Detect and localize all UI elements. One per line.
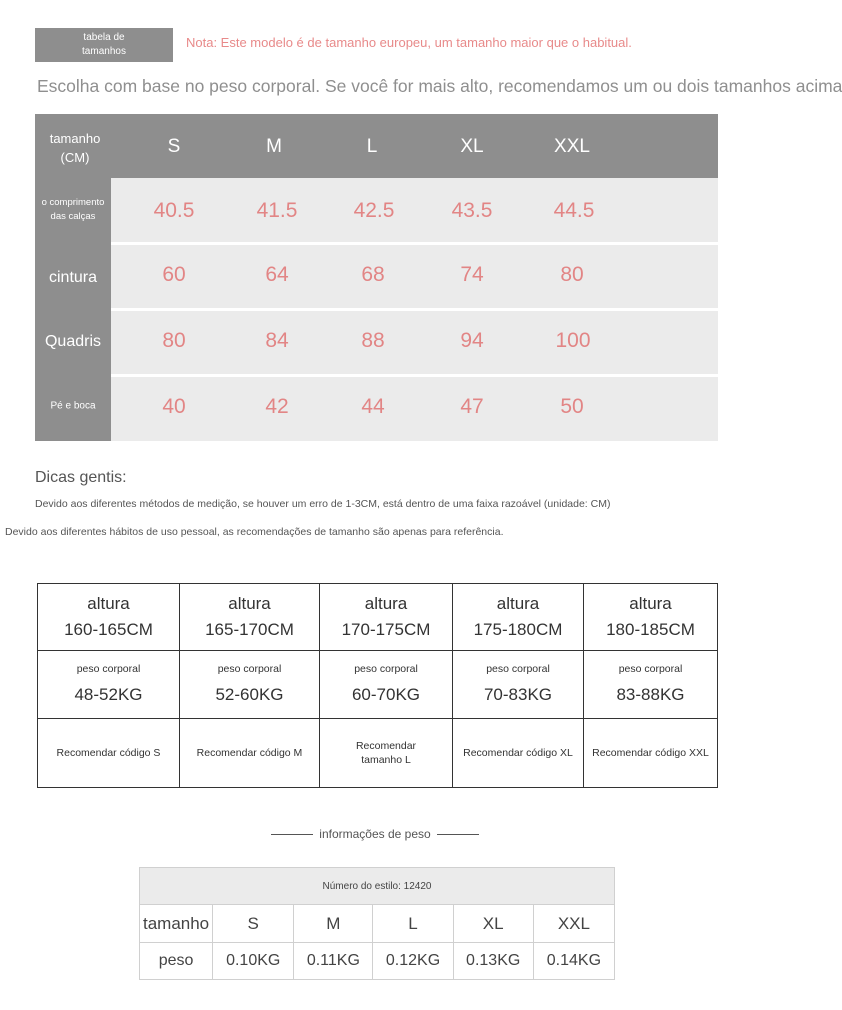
rec-size-cell [453,719,584,788]
weight-size-xxl: XXL [533,905,614,943]
height-value: 165-170CM [205,620,294,639]
recommend-text: Recomendar código S [56,747,161,759]
cell-hips-xl: 94 [460,329,484,352]
cell-hips-m: 84 [265,329,289,352]
size-header-xl: XL [460,136,484,157]
height-label: altura [364,594,408,613]
size-table [35,114,718,441]
height-label: altura [629,594,672,613]
weight-info-title [0,827,750,841]
weight-value: 60-70KG [351,684,421,704]
weight-value-xxl: 0.14KG [533,943,614,980]
rec-weight-cell [584,651,718,719]
row-divider [111,308,718,311]
rec-size-cell [320,719,453,788]
weight-label: peso [140,943,213,980]
cell-hips-xxl: 100 [555,329,591,352]
size-chart-tag-label: tabela de tamanhos [82,32,126,57]
rec-weight-cell [320,651,453,719]
weight-label: peso corporal [486,662,550,675]
recommend-text: Recomendar código M [196,747,303,759]
cell-hips-s: 80 [162,329,186,352]
height-value: 170-175CM [341,620,431,639]
rec-height-cell [320,584,453,651]
recommend-text: Recomendar código XXL [592,747,709,759]
weight-size-label: tamanho [140,905,213,943]
cell-length-xl: 43.5 [451,199,493,222]
rec-size-cell [584,719,718,788]
rec-height-cell [38,584,180,651]
weight-value-m: 0.11KG [294,943,373,980]
intro-text: Escolha com base no peso corporal. Se você for mais alto, recomendamos um ou dois tamanhos acima [37,76,842,96]
tip-measurement: Devido aos diferentes métodos de medição, se houver um erro de 1-3CM, está dentro de uma faixa razoável (unidade: CM) [35,498,611,510]
rec-weight-cell [453,651,584,719]
height-label: altura [87,594,130,613]
weight-table [139,867,615,980]
weight-value: 70-83KG [483,684,553,704]
recommendation-table [37,583,718,788]
weight-label: peso corporal [217,662,282,675]
height-label: altura [496,594,540,613]
weight-size-s: S [213,905,294,943]
tips-title: Dicas gentis: [35,469,127,486]
height-value: 180-185CM [606,620,695,639]
row-divider [111,374,718,377]
size-header-l: L [366,136,378,157]
size-header-m: M [266,136,282,157]
rec-size-cell [38,719,180,788]
weight-size-l: L [373,905,453,943]
row-label-hem: Pé e boca [50,400,96,412]
cell-length-xxl: 44.5 [553,199,595,222]
cell-waist-xxl: 80 [560,263,584,286]
size-chart-tag [35,28,173,62]
cell-hips-l: 88 [361,329,385,352]
size-table-header [35,114,718,178]
height-value: 175-180CM [473,620,563,639]
row-label-waist: cintura [48,269,98,286]
style-number: Número do estilo: 12420 [140,868,615,905]
weight-value-l: 0.12KG [373,943,453,980]
row-divider [111,242,718,245]
height-value: 160-165CM [64,620,153,639]
cell-waist-xl: 74 [460,263,484,286]
title-rule-left [271,834,313,835]
row-label-length: o comprimento das calças [41,197,105,222]
title-rule-right [437,834,479,835]
cell-waist-l: 68 [361,263,385,286]
weight-info-title-text: informações de peso [319,827,431,841]
weight-value-s: 0.10KG [213,943,294,980]
size-header-s: S [167,136,181,157]
weight-value: 83-88KG [616,684,685,704]
rec-height-cell [180,584,320,651]
rec-weight-cell [180,651,320,719]
cell-hem-m: 42 [265,395,289,418]
cell-hem-xxl: 50 [560,395,584,418]
recommend-text: Recomendar tamanho L [355,740,417,766]
weight-label: peso corporal [76,662,141,675]
weight-label: peso corporal [618,662,683,675]
rec-size-cell [180,719,320,788]
row-label-hips: Quadris [44,333,102,350]
cell-length-s: 40.5 [153,199,195,222]
cell-waist-s: 60 [162,263,186,286]
weight-label: peso corporal [354,662,418,675]
cell-length-l: 42.5 [353,199,395,222]
weight-value: 48-52KG [74,684,143,704]
weight-size-m: M [294,905,373,943]
recommend-text: Recomendar código XL [463,747,573,759]
european-size-note: Nota: Este modelo é de tamanho europeu, um tamanho maior que o habitual. [186,35,632,50]
weight-size-xl: XL [453,905,533,943]
rec-height-cell [584,584,718,651]
size-header-xxl: XXL [554,136,590,157]
size-header-label: tamanho (CM) [49,131,101,165]
cell-waist-m: 64 [265,263,289,286]
height-label: altura [228,594,271,613]
rec-weight-cell [38,651,180,719]
rec-height-cell [453,584,584,651]
weight-value: 52-60KG [215,684,284,704]
cell-length-m: 41.5 [256,199,298,222]
tip-reference: Devido aos diferentes hábitos de uso pessoal, as recomendações de tamanho são apenas para referência. [5,526,504,538]
cell-hem-l: 44 [361,395,385,418]
cell-hem-xl: 47 [460,395,484,418]
weight-value-xl: 0.13KG [453,943,533,980]
cell-hem-s: 40 [162,395,186,418]
